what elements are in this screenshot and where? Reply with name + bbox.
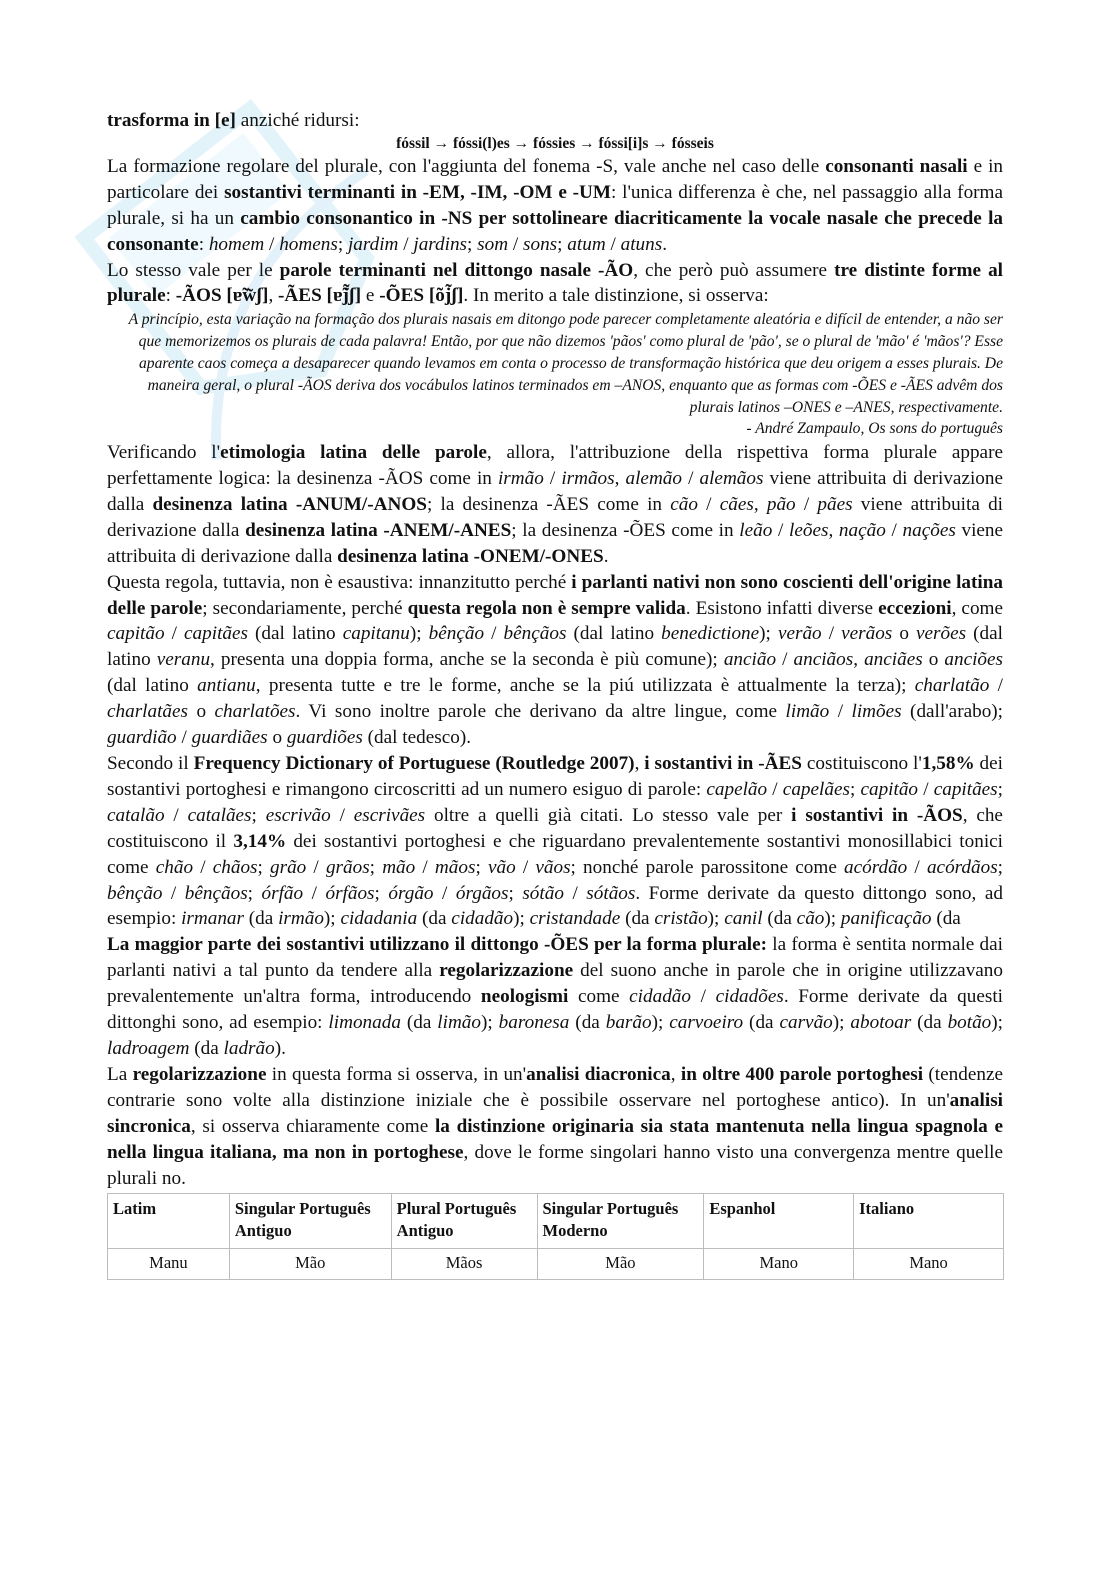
table-cell: Mano bbox=[704, 1249, 854, 1280]
table-cell: Mão bbox=[229, 1249, 391, 1280]
table-cell: Mano bbox=[854, 1249, 1004, 1280]
block-quote bbox=[107, 309, 1003, 440]
table-header-cell: Singular Português Antiguo bbox=[229, 1194, 391, 1249]
fossil-formula: fóssil → fóssi(l)es → fóssies → fóssi[i]s → fósseis bbox=[396, 134, 714, 152]
paragraph-etymology: Verificando l'etimologia latina delle parole, allora, l'attribuzione della rispettiva forma plurale appare perfettamente logica: la desinenza -ÃOS come in irmão / irmãos, alemão / alemãos viene attribuita di derivazione dalla desinenza latina -ANUM/-ANOS; la desinenza -ÃES come in cão / cães, pão / pães viene attribuita di derivazione dalla desinenza latina -ANEM/-ANES; la desinenza -ÕES come in leão / leões, nação / nações viene attribuita di derivazione dalla desinenza latina -ONEM/-ONES. bbox=[107, 442, 1004, 567]
table-cell: Manu bbox=[108, 1249, 230, 1280]
table-header-cell: Plural Português Antiguo bbox=[391, 1194, 537, 1249]
table-header-cell: Latim bbox=[108, 1194, 230, 1249]
table-header-cell: Italiano bbox=[854, 1194, 1004, 1249]
paragraph-diphthong-ao: Lo stesso vale per le parole terminanti nel dittongo nasale -ÃO, che però può assumere tre distinte forme al plurale: -ÃOS [ɐ̃w̃ʃ], -ÃES [ɐ̃j̃ʃ] e -ÕES [õj̃ʃ]. In merito a tale distinzione, si osserva: bbox=[107, 259, 1003, 307]
quote-text: A princípio, esta variação na formação dos plurais nasais em ditongo pode parecer completamente aleatória e difícil de entender, a não ser que memorizemos os plurais de cada palavra! Então, por que não dizemos 'pãos' como plural de 'pão', se o plural de 'mão' é 'mãos'? Esse aparente caos começa a desaparecer quando levamos em conta o processo de transformação histórica que deu origem a esses plurais. De maneira geral, o plural -ÃOS deriva dos vocábulos latinos terminados em –ANOS, enquanto que as formas com -ÕES e -ÃES advêm dos plurais latinos –ONES e –ANES, respectivamente. bbox=[128, 311, 1003, 416]
document-page bbox=[107, 108, 1003, 1280]
paragraph-regularization: La maggior parte dei sostantivi utilizzano il dittongo -ÕES per la forma plurale: la forma è sentita normale dai parlanti nativi a tal punto da tendere alla regolarizzazione del suono anche in parole che in origine utilizzavano prevalentemente un'altra forma, introducendo neologismi come cidadão / cidadões. Forme derivate da questi dittonghi sono, ad esempio: limonada (da limão); baronesa (da barão); carvoeiro (da carvão); abotoar (da botão); ladroagem (da ladrão). bbox=[107, 934, 1004, 1059]
paragraph-nasal-consonants: La formazione regolare del plurale, con l'aggiunta del fonema -S, vale anche nel caso delle consonanti nasali e in particolare dei sostantivi terminanti in -EM, -IM, -OM e -UM: l'unica differenza è che, nel passaggio alla forma plurale, si ha un cambio consonantico in -NS per sottolineare diacriticamente la vocale nasale che precede la consonante: homem / homens; jardim / jardins; som / sons; atum / atuns. bbox=[107, 155, 1003, 255]
table-cell: Mão bbox=[537, 1249, 704, 1280]
intro-line: trasforma in [e] anziché ridursi: bbox=[107, 110, 360, 131]
table-row bbox=[108, 1249, 1004, 1280]
comparison-table bbox=[107, 1193, 1004, 1280]
table-cell: Mãos bbox=[391, 1249, 537, 1280]
paragraph-exceptions: Questa regola, tuttavia, non è esaustiva: innanzitutto perché i parlanti nativi non sono coscienti dell'origine latina delle parole; secondariamente, perché questa regola non è sempre valida. Esistono infatti diverse eccezioni, come capitão / capitães (dal latino capitanu); bênção / bênçãos (dal latino benedictione); verão / verãos o verões (dal latino veranu, presenta una doppia forma, anche se la seconda è più comune); ancião / anciãos, anciães o anciões (dal latino antianu, presenta tutte e tre le forme, anche se la piú utilizzata è attualmente la terza); charlatão / charlatães o charlatões. Vi sono inoltre parole che derivano da altre lingue, come limão / limões (dall'arabo); guardião / guardiães o guardiões (dal tedesco). bbox=[107, 571, 1004, 749]
table-header-cell: Espanhol bbox=[704, 1194, 854, 1249]
table-header-row bbox=[108, 1194, 1004, 1249]
paragraph-analysis: La regolarizzazione in questa forma si osserva, in un'analisi diacronica, in oltre 400 parole portoghesi (tendenze contrarie sono volte alla distinzione iniziale che è possibile osservare nel portoghese antico). In un'analisi sincronica, si osserva chiaramente come la distinzione originaria sia stata mantenuta nella lingua spagnola e nella lingua italiana, ma non in portoghese, dove le forme singolari hanno visto una convergenza mentre quelle plurali no. bbox=[107, 1063, 1003, 1189]
paragraph-frequency: Secondo il Frequency Dictionary of Portuguese (Routledge 2007), i sostantivi in -ÃES costituiscono l'1,58% dei sostantivi portoghesi e rimangono circoscritti ad un numero esiguo di parole: capelão / capelães; capitão / capitães; catalão / catalães; escrivão / escrivães oltre a quelli già citati. Lo stesso vale per i sostantivi in -ÃOS, che costituiscono il 3,14% dei sostantivi portoghesi e che riguardano prevalentemente sostantivi monosillabici tonici come chão / chãos; grão / grãos; mão / mãos; vão / vãos; nonché parole parossitone come acórdão / acórdãos; bênção / bênçãos; órfão / órfãos; órgão / órgãos; sótão / sótãos. Forme derivate da questo dittongo sono, ad esempio: irmanar (da irmão); cidadania (da cidadão); cristandade (da cristão); canil (da cão); panificação (da bbox=[107, 753, 1004, 930]
table-header-cell: Singular Português Moderno bbox=[537, 1194, 704, 1249]
quote-attribution: - André Zampaulo, Os sons do português bbox=[746, 420, 1003, 438]
